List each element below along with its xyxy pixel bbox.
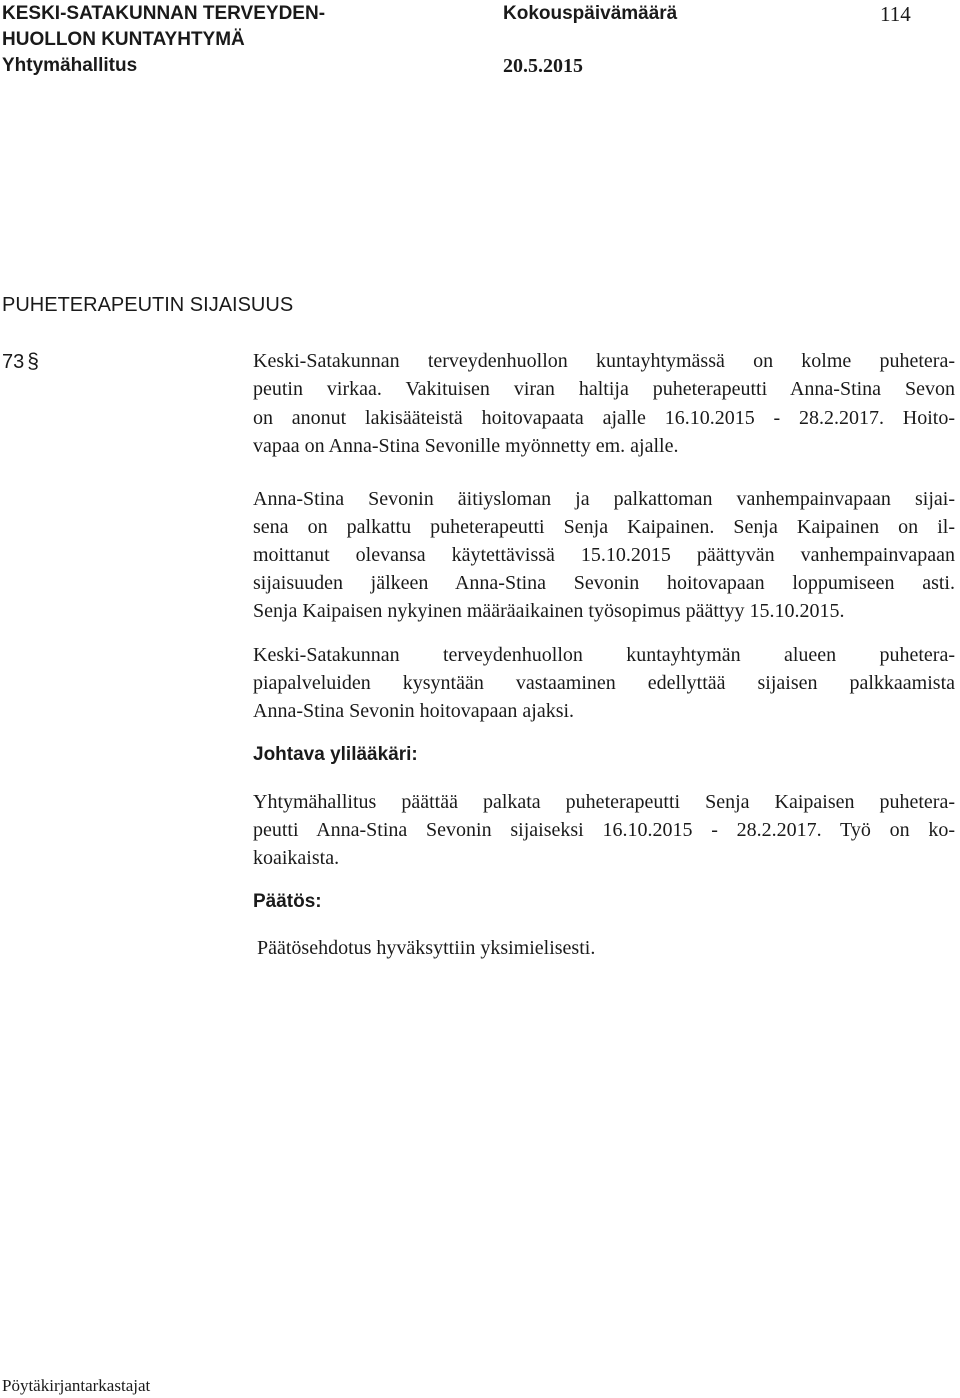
text-line: vapaa on Anna-Stina Sevonille myönnetty em. ajalle. <box>253 435 679 457</box>
text-line: Keski-Satakunnan terveydenhuollon kuntayhtymän alueen puhetera- <box>253 644 955 666</box>
meeting-date: 20.5.2015 <box>503 55 583 77</box>
decision-heading: Päätös: <box>253 891 322 912</box>
section-number-value: 73 <box>2 351 25 373</box>
text-line: piapalveluiden kysyntään vastaaminen edellyttää sijaisen palkkaamista <box>253 672 955 694</box>
text-line: Anna-Stina Sevonin äitiysloman ja palkattoman vanhempainvapaan sijai- <box>253 488 955 510</box>
organization-line-1: KESKI-SATAKUNNAN TERVEYDEN- <box>2 3 326 24</box>
footer-label: Pöytäkirjantarkastajat <box>2 1376 151 1395</box>
paragraph-symbol-icon: § <box>27 350 39 373</box>
committee-name: Yhtymähallitus <box>2 55 138 76</box>
text-line: moittanut olevansa käytettävissä 15.10.2015 päättyvän vanhempainvapaan <box>253 544 955 566</box>
organization-line-2: HUOLLON KUNTAYHTYMÄ <box>2 29 245 50</box>
meeting-date-label: Kokouspäivämäärä <box>503 3 678 24</box>
text-line: sijaisuuden jälkeen Anna-Stina Sevonin hoitovapaan loppumiseen asti. <box>253 572 955 594</box>
organization-name <box>2 1 325 79</box>
text-line: sena on palkattu puheterapeutti Senja Kaipainen. Senja Kaipainen on il- <box>253 516 955 538</box>
section-title: PUHETERAPEUTIN SIJAISUUS <box>2 294 294 316</box>
decision-text: Päätösehdotus hyväksyttiin yksimielisesti. <box>257 937 596 959</box>
text-line: Yhtymähallitus päättää palkata puheterapeutti Senja Kaipaisen puhetera- <box>253 791 955 813</box>
text-line: Anna-Stina Sevonin hoitovapaan ajaksi. <box>253 700 575 722</box>
page-number: 114 <box>880 2 911 26</box>
section-number <box>2 350 39 374</box>
text-line: koaikaista. <box>253 847 340 869</box>
text-line: Senja Kaipaisen nykyinen määräaikainen työsopimus päättyy 15.10.2015. <box>253 600 845 622</box>
proposal-heading: Johtava ylilääkäri: <box>253 744 418 765</box>
text-line: Keski-Satakunnan terveydenhuollon kuntayhtymässä on kolme puhetera- <box>253 350 955 372</box>
text-line: on anonut lakisääteistä hoitovapaata ajalle 16.10.2015 - 28.2.2017. Hoito- <box>253 407 955 429</box>
text-line: peutti Anna-Stina Sevonin sijaiseksi 16.10.2015 - 28.2.2017. Työ on ko- <box>253 819 955 841</box>
text-line: peutin virkaa. Vakituisen viran haltija puheterapeutti Anna-Stina Sevon <box>253 378 955 400</box>
